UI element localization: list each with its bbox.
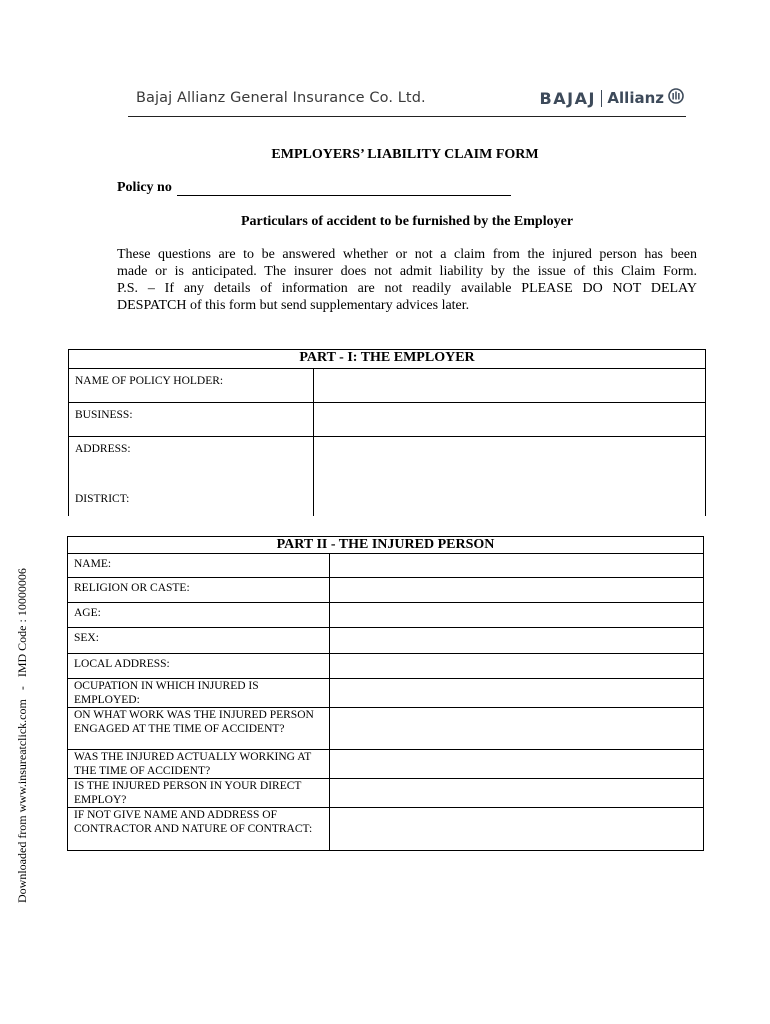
policy-holder-label: NAME OF POLICY HOLDER: bbox=[69, 369, 314, 403]
form-title: EMPLOYERS’ LIABILITY CLAIM FORM bbox=[271, 147, 539, 162]
brand-divider bbox=[601, 90, 603, 107]
sex-label: SEX: bbox=[68, 628, 330, 654]
policy-number-field bbox=[117, 180, 511, 196]
address-label: ADDRESS: bbox=[75, 443, 131, 455]
instructions-paragraph bbox=[117, 246, 697, 314]
direct-employ-field[interactable] bbox=[330, 779, 704, 808]
direct-employ-label: IS THE INJURED PERSON IN YOUR DIRECT EMPLOY? bbox=[68, 779, 330, 808]
allianz-eagle-icon bbox=[668, 88, 684, 108]
business-field[interactable] bbox=[314, 403, 706, 437]
injured-person-table bbox=[67, 536, 704, 851]
age-field[interactable] bbox=[330, 603, 704, 628]
address-cell bbox=[69, 437, 314, 516]
download-watermark: Downloaded from www.insureatclick.com - IMD Code : 10000006 bbox=[15, 568, 29, 903]
instruction-line: made or is anticipated. The insurer does not admit liability by the issue of this Claim Form. bbox=[117, 264, 697, 279]
work-engaged-field[interactable] bbox=[330, 708, 704, 750]
brand-bajaj-text: BAJAJ bbox=[539, 88, 596, 108]
part2-heading: PART II - THE INJURED PERSON bbox=[68, 537, 704, 554]
local-address-field[interactable] bbox=[330, 654, 704, 679]
age-label: AGE: bbox=[68, 603, 330, 628]
instruction-line: P.S. – If any details of information are not readily available PLEASE DO NOT DELAY bbox=[117, 281, 697, 296]
brand-allianz-text: Allianz bbox=[607, 89, 664, 107]
company-name: Bajaj Allianz General Insurance Co. Ltd. bbox=[136, 90, 426, 106]
name-label: NAME: bbox=[68, 554, 330, 578]
actually-working-field[interactable] bbox=[330, 750, 704, 779]
instruction-line: These questions are to be answered whether or not a claim from the injured person has been bbox=[117, 247, 697, 262]
letterhead bbox=[128, 86, 686, 117]
business-label: BUSINESS: bbox=[69, 403, 314, 437]
occupation-label: OCUPATION IN WHICH INJURED IS EMPLOYED: bbox=[68, 679, 330, 708]
district-label: DISTRICT: bbox=[75, 493, 130, 505]
religion-caste-label: RELIGION OR CASTE: bbox=[68, 578, 330, 603]
employer-table bbox=[68, 349, 706, 516]
brand-logo bbox=[540, 88, 684, 108]
policy-holder-field[interactable] bbox=[314, 369, 706, 403]
contractor-label: IF NOT GIVE NAME AND ADDRESS OF CONTRACTOR AND NATURE OF CONTRACT: bbox=[68, 808, 330, 851]
policy-number-blank[interactable] bbox=[177, 181, 511, 196]
actually-working-label: WAS THE INJURED ACTUALLY WORKING AT THE TIME OF ACCIDENT? bbox=[68, 750, 330, 779]
contractor-field[interactable] bbox=[330, 808, 704, 851]
instruction-line: DESPATCH of this form but send supplementary advices later. bbox=[117, 298, 470, 313]
name-field[interactable] bbox=[330, 554, 704, 578]
occupation-field[interactable] bbox=[330, 679, 704, 708]
work-engaged-label: ON WHAT WORK WAS THE INJURED PERSON ENGAGED AT THE TIME OF ACCIDENT? bbox=[68, 708, 330, 750]
address-field[interactable] bbox=[314, 437, 706, 516]
policy-label: Policy no bbox=[117, 180, 172, 195]
sex-field[interactable] bbox=[330, 628, 704, 654]
local-address-label: LOCAL ADDRESS: bbox=[68, 654, 330, 679]
part1-heading: PART - I: THE EMPLOYER bbox=[69, 350, 706, 369]
particulars-heading: Particulars of accident to be furnished by the Employer bbox=[240, 214, 574, 229]
religion-caste-field[interactable] bbox=[330, 578, 704, 603]
